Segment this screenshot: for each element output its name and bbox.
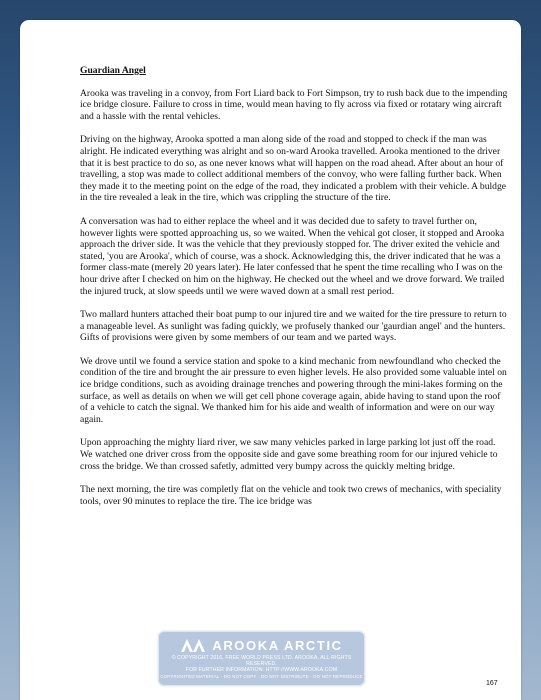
footer-notice: COPYRIGHTED MATERIAL - DO NOT COPY - DO NOT DISTRIBUTE - DO NOT REPRODUCE <box>160 673 363 679</box>
footer-copyright: © COPYRIGHT 2016, FREE WORLD PRESS LTD. AROOKA. ALL RIGHTS RESERVED. <box>171 655 352 668</box>
arooka-logo-icon <box>180 637 206 653</box>
document-page <box>20 20 521 700</box>
document-body <box>80 65 508 519</box>
footer-info-link[interactable]: FOR FURTHER INFORMATION: HTTP://WWW.AROOKA.COM <box>185 667 338 674</box>
paragraph: Upon approaching the mighty liard river, we saw many vehicles parked in large parking lot just off the road. We watched one driver cross from the opposite side and gave some breathing room for our injured vehicle to cross the bridge. We than crossed safetly, admitted very bumpy across the quickly melting bridge. <box>80 437 498 472</box>
paragraph: The next morning, the tire was completly flat on the vehicle and took two crews of mechanics, with speciality tools, over 90 minutes to replace the tire. The ice bridge was <box>80 484 502 507</box>
footer-logo <box>159 635 364 655</box>
paragraph: Two mallard hunters attached their boat pump to our injured tire and we waited for the tire pressure to return to a manageable level. As sunlight was fading quickly, we profusely thanked our 'gaurdian angel' and the hunters. Gifts of provisions were given by some members of our team and we parted ways. <box>80 309 507 344</box>
footer-banner <box>158 631 365 686</box>
paragraph: A conversation was had to either replace the wheel and it was decided due to safety to travel further on, however lights were spotted approaching us, so we waited. When the vehical got closer, it stopped and Arooka approach the driver side. It was the vehicle that they previously stopped for. The driver exited the vehicle and stated, 'you are Arooka', which of course, was a shock. Acknowledging this, the driver indicated that he was a former class-mate (merely 20 years later). He later confessed that he spent the time recalling who I was on the hour drive after I checked on him on the highway. He checked out the wheel and we drove forward. We trailed the injured truck, at slow speeds until we were waved down at a small rest period. <box>80 215 505 297</box>
footer-brand: AROOKA ARCTIC <box>212 637 343 653</box>
document-title: Guardian Angel <box>80 65 146 76</box>
page-number: 167 <box>486 680 498 687</box>
paragraph: Arooka was traveling in a convoy, from Fort Liard back to Fort Simpson, try to rush back due to the impending ice bridge closure. Failure to cross in time, would mean having to fly across via fixed or rotatary wing aircraft and a hassle with the rental vehicles. <box>80 87 508 122</box>
paragraph: We drove until we found a service station and spoke to a kind mechanic from newfoundland who checked the condition of the tire and brought the air pressure to even higher levels. He also provided some valuable intel on ice bridge conditions, such as avoiding drainage trenches and powering through the mini-lakes forming on the surface, as well as details on when we will get cell phone coverage again, abide having to stand upon the roof of a vehicle to catch the signal. We thanked him for his aide and wealth of information and were on our way again. <box>80 355 507 425</box>
paragraph: Driving on the highway, Arooka spotted a man along side of the road and stopped to check if the man was alright. He indicated everything was alright and so on-ward Arooka travelled. Arooka mentioned to the driver that it is best practice to do so, as one never knows what will happen on the road ahead. After about an hour of travelling, a stop was made to collect additional members of the convoy, who were falling further back. When they made it to the meeting point on the edge of the road, they indicated a problem with their vehicle. A buldge in the tire revealed a leak in the tire, which was crippling the structure of the tire. <box>80 134 507 204</box>
